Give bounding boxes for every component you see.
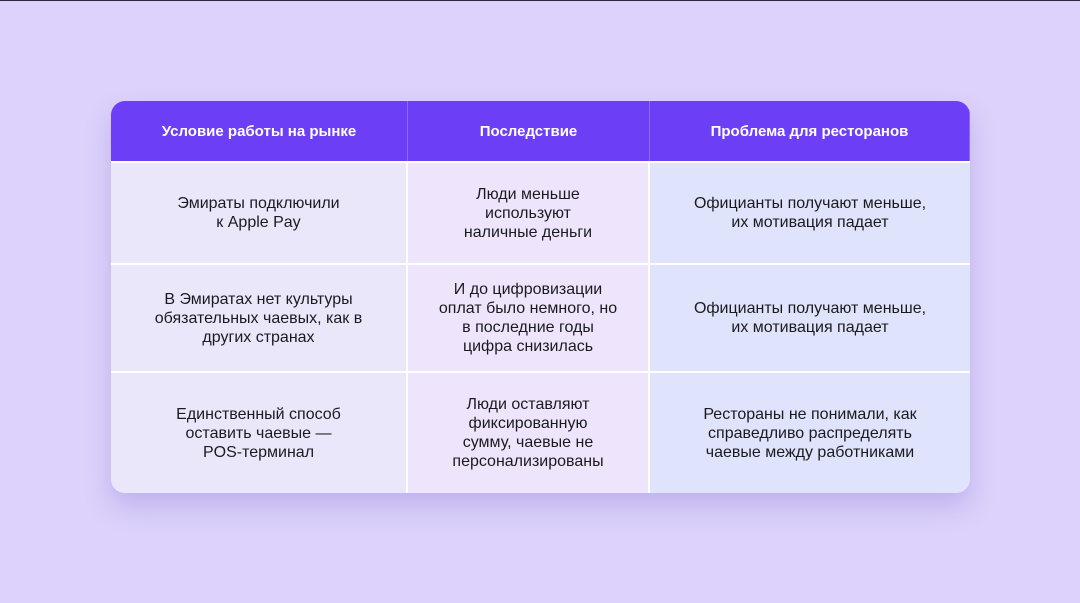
- table-cell-problem: Официанты получают меньше, их мотивация падает: [650, 161, 970, 263]
- table-cell-condition: Эмираты подключили к Apple Pay: [111, 161, 408, 263]
- table-cell-condition: Единственный способ оставить чаевые — POS-терминал: [111, 371, 408, 493]
- table-cell-consequence: Люди меньше используют наличные деньги: [408, 161, 650, 263]
- table-cell-consequence: Люди оставляют фиксированную сумму, чаевые не персонализированы: [408, 371, 650, 493]
- table-cell-problem: Официанты получают меньше, их мотивация падает: [650, 263, 970, 371]
- header-restaurant-problem: Проблема для ресторанов: [650, 101, 970, 161]
- table-cell-consequence: И до цифровизации оплат было немного, но в последние годы цифра снизилась: [408, 263, 650, 371]
- table-cell-problem: Рестораны не понимали, как справедливо распределять чаевые между работниками: [650, 371, 970, 493]
- comparison-table: [111, 101, 970, 493]
- header-consequence: Последствие: [408, 101, 650, 161]
- table-cell-condition: В Эмиратах нет культуры обязательных чаевых, как в других странах: [111, 263, 408, 371]
- header-market-condition: Условие работы на рынке: [111, 101, 408, 161]
